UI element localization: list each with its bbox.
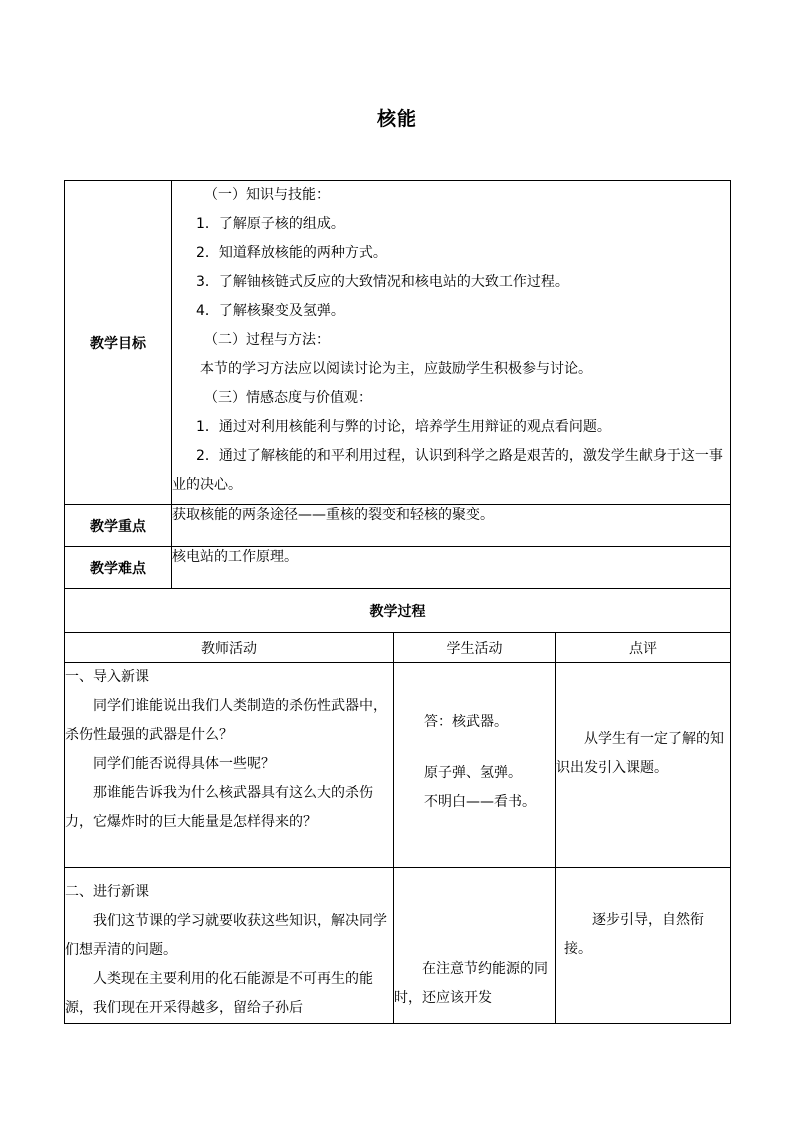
difficulty-label: 教学难点	[65, 547, 172, 589]
objectives-row	[65, 181, 731, 505]
student-activity	[394, 868, 556, 1024]
process-title-row	[65, 589, 731, 633]
objective-line: 本节的学习方法应以阅读讨论为主，应鼓励学生积极参与讨论。	[200, 361, 592, 377]
teacher-activity	[65, 868, 394, 1024]
student-answer: 原子弹、氢弹。	[424, 765, 522, 781]
objective-line: （一）知识与技能：	[204, 187, 330, 203]
objectives-label: 教学目标	[65, 181, 172, 505]
comment-text: 逐步引导，自然衔接。	[564, 912, 704, 957]
objective-line: 4．了解核聚变及氢弹。	[196, 303, 345, 319]
objectives-content	[172, 181, 731, 505]
objective-line: 1．了解原子核的组成。	[196, 216, 345, 232]
teacher-paragraph: 同学们谁能说出我们人类制造的杀伤性武器中，杀伤性最强的武器是什么？	[65, 698, 387, 743]
objective-line: （三）情感态度与价值观：	[204, 390, 372, 406]
objective-line: （二）过程与方法：	[204, 332, 330, 348]
key-point-row	[65, 505, 731, 547]
lesson-plan-table	[64, 180, 731, 1024]
teacher-paragraph: 我们这节课的学习就要收获这些知识，解决同学们想弄清的问题。	[65, 913, 387, 958]
objective-line: 2．通过了解核能的和平利用过程，认识到科学之路是艰苦的，激发学生献身于这一事业的决心。	[172, 448, 723, 493]
comment-text: 从学生有一定了解的知识出发引入课题。	[556, 731, 724, 776]
student-answer: 不明白——看书。	[424, 794, 536, 810]
section-heading: 一、导入新课	[65, 669, 149, 685]
teacher-activity	[65, 663, 394, 868]
student-activity	[394, 663, 556, 868]
header-student: 学生活动	[394, 633, 556, 663]
page-title: 核能	[376, 108, 417, 130]
section-heading: 二、进行新课	[65, 884, 149, 900]
objective-line: 1．通过对利用核能利与弊的讨论，培养学生用辩证的观点看问题。	[196, 419, 611, 435]
process-row-1	[65, 663, 731, 868]
difficulty-text: 核电站的工作原理。	[172, 547, 731, 589]
comment	[556, 868, 731, 1024]
teacher-paragraph: 那谁能告诉我为什么核武器具有这么大的杀伤力，它爆炸时的巨大能量是怎样得来的？	[65, 785, 373, 830]
process-header-row	[65, 633, 731, 663]
comment	[556, 663, 731, 868]
key-point-text: 获取核能的两条途径——重核的裂变和轻核的聚变。	[172, 505, 731, 547]
process-title: 教学过程	[65, 589, 731, 633]
teacher-paragraph: 人类现在主要利用的化石能源是不可再生的能源，我们现在开采得越多，留给子孙后	[65, 971, 373, 1016]
objective-line: 3．了解铀核链式反应的大致情况和核电站的大致工作过程。	[196, 274, 569, 290]
header-teacher: 教师活动	[65, 633, 394, 663]
objective-line: 2．知道释放核能的两种方式。	[196, 245, 387, 261]
process-row-2	[65, 868, 731, 1024]
student-answer: 答：核武器。	[424, 714, 508, 730]
header-comment: 点评	[556, 633, 731, 663]
key-point-label: 教学重点	[65, 505, 172, 547]
difficulty-row	[65, 547, 731, 589]
student-answer: 在注意节约能源的同时，还应该开发	[394, 961, 548, 1006]
teacher-paragraph: 同学们能否说得具体一些呢？	[93, 756, 275, 772]
